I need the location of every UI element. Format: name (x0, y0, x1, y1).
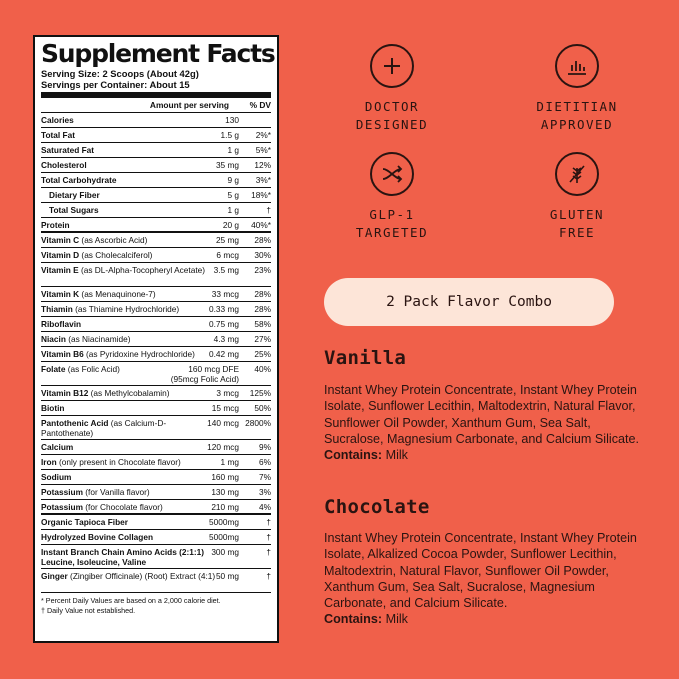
fact-dv: 58% (254, 319, 271, 329)
nutrient-source: (as Methylcobalamin) (88, 388, 170, 398)
fact-row (41, 485, 271, 500)
fact-dv: 28% (254, 235, 271, 245)
nutrient-source: (for Vanilla flavor) (82, 487, 150, 497)
footnote-dv: * Percent Daily Values are based on a 2,000 calorie diet. (41, 596, 221, 605)
fact-name (41, 517, 209, 527)
nutrient-name: Total Fat (41, 130, 75, 140)
nutrient-source: (for Chocolate flavor) (82, 502, 163, 512)
fact-dv: 5%* (255, 145, 271, 155)
fact-name (41, 289, 212, 299)
fact-name (41, 502, 211, 512)
fact-amount: 160 mg (211, 472, 239, 482)
fact-name (41, 364, 169, 374)
fact-amount: 50 mg (215, 571, 239, 581)
fact-row (41, 530, 271, 545)
vanilla-ingredients (324, 382, 646, 463)
fact-row (41, 317, 271, 332)
fact-name (41, 115, 225, 125)
dv-header: % DV (249, 100, 271, 110)
nutrient-name: Biotin (41, 403, 65, 413)
nutrient-name: Potassium (41, 502, 83, 512)
fact-name (41, 472, 211, 482)
nutrient-name: Pantothenic Acid (41, 418, 109, 428)
contains-label: Contains: (324, 448, 383, 463)
fact-row (41, 203, 271, 218)
badge-label-2: APPROVED (540, 117, 614, 132)
nutrient-name: Thiamin (41, 304, 73, 314)
nutrient-source: (as Folic Acid) (65, 364, 120, 374)
nutrient-name: Vitamin B6 (41, 349, 84, 359)
fact-amount: 6 mcg (216, 250, 239, 260)
fact-name (41, 190, 227, 200)
fact-amount: 130 mg (211, 487, 239, 497)
fact-name (41, 487, 211, 497)
fact-amount: 140 mcg (207, 418, 239, 428)
nutrient-name: Calories (41, 115, 74, 125)
fact-amount: 160 mcg DFE (95mcg Folic Acid) (170, 364, 239, 384)
supplement-facts-panel (33, 35, 279, 643)
fact-dv: 3%* (255, 175, 271, 185)
flavor-combo-pill: 2 Pack Flavor Combo (324, 278, 614, 326)
badge-label-2: DESIGNED (355, 117, 429, 132)
fact-amount: 1 g (227, 145, 239, 155)
bar-chart-icon (555, 44, 599, 88)
vanilla-title: Vanilla (324, 347, 407, 369)
badge-dietitian-approved (497, 44, 657, 134)
fact-row (41, 113, 271, 128)
vanilla-ingredient-list: Instant Whey Protein Concentrate, Instant Whey Protein Isolate, Sunflower Lecithin, Maltodextrin, Natural Flavor, Sunflower Oil Powder, Xanthum Gum, Sea Salt, Sucralose, Magnesium Carbonate, and Calcium Silicate. (324, 383, 639, 446)
fact-dv: 27% (254, 334, 271, 344)
chocolate-contains (324, 611, 646, 627)
fact-amount: 0.75 mg (209, 319, 239, 329)
fact-name (41, 235, 216, 245)
nutrient-name: Iron (41, 457, 57, 467)
badge-label-1: GLP-1 (369, 207, 415, 222)
chocolate-ingredient-list: Instant Whey Protein Concentrate, Instant Whey Protein Isolate, Alkalized Cocoa Powder, Sunflower Lecithin, Maltodextrin, Natural Flavor, Sunflower Oil Powder, Xanthum Gum, Sea Salt, Sucralose, Magnesium Carbonate, and Calcium Silicate. (324, 531, 637, 611)
nutrient-name: Potassium (41, 487, 83, 497)
fact-amount: 3.5 mg (213, 265, 239, 275)
fact-amount: 5000mg (209, 517, 239, 527)
badge-label-1: DOCTOR (364, 99, 420, 114)
no-wheat-icon (555, 152, 599, 196)
nutrient-name: Sodium (41, 472, 72, 482)
facts-title: Supplement Facts (41, 39, 275, 68)
fact-dv: 2800% (245, 418, 271, 428)
fact-amount: 0.42 mg (209, 349, 239, 359)
fact-amount: 0.33 mg (209, 304, 239, 314)
fact-name (41, 130, 221, 140)
fact-row (41, 500, 271, 515)
fact-row (41, 545, 271, 569)
fact-dv: † (266, 571, 271, 581)
nutrient-name: Ginger (41, 571, 68, 581)
amount-header: Amount per serving (149, 100, 229, 110)
fact-row (41, 416, 271, 440)
fact-row (41, 332, 271, 347)
fact-dv: 2%* (255, 130, 271, 140)
fact-amount: 1 g (227, 205, 239, 215)
nutrient-name: Organic Tapioca Fiber (41, 517, 128, 527)
badge-label-2: TARGETED (355, 225, 429, 240)
nutrient-name: Vitamin B12 (41, 388, 89, 398)
fact-row (41, 386, 271, 401)
fact-amount: 33 mcg (211, 289, 239, 299)
nutrient-name: Saturated Fat (41, 145, 95, 155)
fact-dv: 3% (259, 487, 271, 497)
fact-dv: † (266, 547, 271, 557)
nutrient-source: (as Niacinamide) (65, 334, 131, 344)
fact-amount: 300 mg (211, 547, 239, 557)
fact-name (41, 532, 209, 542)
nutrient-name: Niacin (41, 334, 66, 344)
fact-row (41, 263, 271, 287)
fact-row (41, 362, 271, 386)
fact-dv: 23% (254, 265, 271, 275)
fact-name (41, 319, 209, 329)
nutrient-source: (as Ascorbic Acid) (79, 235, 148, 245)
fact-row (41, 173, 271, 188)
nutrient-name: Calcium (41, 442, 74, 452)
fact-amount: 15 mcg (211, 403, 239, 413)
footnote-dagger: † Daily Value not established. (41, 605, 136, 615)
nutrient-source: (as Pyridoxine Hydrochloride) (83, 349, 195, 359)
fact-amount: 5000mg (209, 532, 239, 542)
nutrient-name: Protein (41, 220, 70, 230)
fact-amount: 210 mg (211, 502, 239, 512)
nutrient-name: Folate (41, 364, 66, 374)
fact-dv: 7% (259, 472, 271, 482)
fact-row (41, 470, 271, 485)
fact-amount: 9 g (227, 175, 239, 185)
fact-amount: 4.3 mg (213, 334, 239, 344)
fact-row (41, 128, 271, 143)
nutrient-name: Total Carbohydrate (41, 175, 117, 185)
servings-per-container: Servings per Container: About 15 (41, 79, 190, 90)
fact-name (41, 442, 207, 452)
fact-dv: 28% (254, 304, 271, 314)
facts-rows (41, 113, 271, 593)
nutrient-name: Dietary Fiber (49, 190, 100, 200)
fact-row (41, 188, 271, 203)
nutrient-name: Vitamin K (41, 289, 80, 299)
fact-name (41, 205, 227, 215)
nutrient-name: Vitamin D (41, 250, 80, 260)
contains-label: Contains: (324, 612, 383, 627)
fact-row (41, 347, 271, 362)
fact-dv: 50% (254, 403, 271, 413)
fact-name (41, 403, 212, 413)
fact-name (41, 334, 214, 344)
nutrient-name: Vitamin C (41, 235, 80, 245)
fact-dv: 12% (254, 160, 271, 170)
facts-header (41, 98, 271, 113)
fact-amount: 1 mg (220, 457, 239, 467)
chocolate-ingredients (324, 530, 646, 628)
fact-row (41, 143, 271, 158)
nutrient-name: Total Sugars (49, 205, 99, 215)
fact-name (41, 418, 207, 438)
fact-amount: 1.5 g (220, 130, 239, 140)
fact-dv: 40%* (251, 220, 271, 230)
fact-amount: 25 mg (215, 235, 239, 245)
nutrient-source: (as Menaquinone-7) (79, 289, 156, 299)
fact-row (41, 233, 271, 248)
nutrient-source: (only present in Chocolate flavor) (56, 457, 181, 467)
fact-name (41, 457, 221, 467)
fact-row (41, 401, 271, 416)
badge-gluten-free (497, 152, 657, 242)
fact-name (41, 160, 216, 170)
badge-label-2: FREE (558, 225, 596, 240)
fact-row (41, 515, 271, 530)
fact-dv: 18%* (251, 190, 271, 200)
nutrient-name: Hydrolyzed Bovine Collagen (41, 532, 154, 542)
fact-name (41, 265, 214, 275)
vanilla-contains (324, 447, 646, 463)
badge-label-1: GLUTEN (549, 207, 605, 222)
badge-label-1: DIETITIAN (536, 99, 618, 114)
fact-name (41, 145, 227, 155)
badge-glp1-targeted (312, 152, 472, 242)
fact-row (41, 440, 271, 455)
fact-row (41, 248, 271, 263)
fact-row (41, 158, 271, 173)
nutrient-name: Vitamin E (41, 265, 79, 275)
fact-row (41, 569, 271, 593)
chocolate-title: Chocolate (324, 496, 430, 518)
fact-amount: 5 g (227, 190, 239, 200)
fact-row (41, 287, 271, 302)
nutrient-source: (as Cholecalciferol) (79, 250, 153, 260)
fact-dv: 6% (259, 457, 271, 467)
fact-dv: † (266, 517, 271, 527)
fact-dv: 9% (259, 442, 271, 452)
fact-name (41, 220, 223, 230)
footnotes (41, 593, 271, 615)
fact-dv: 25% (254, 349, 271, 359)
crossed-arrows-icon (370, 152, 414, 196)
fact-name (41, 349, 209, 359)
nutrient-name: Riboflavin (41, 319, 82, 329)
fact-name (41, 547, 211, 567)
fact-row (41, 302, 271, 317)
nutrient-source: (as Thiamine Hydrochloride) (72, 304, 180, 314)
fact-name (41, 175, 227, 185)
nutrient-source: (as Calcium-D-Pantothenate) (41, 418, 167, 438)
serving-size: Serving Size: 2 Scoops (About 42g) (41, 68, 199, 79)
fact-amount: 120 mcg (207, 442, 239, 452)
fact-dv: 30% (254, 250, 271, 260)
fact-name (41, 571, 216, 581)
fact-name (41, 250, 216, 260)
fact-dv: 40% (254, 364, 271, 374)
fact-dv: 28% (254, 289, 271, 299)
nutrient-source: (as DL-Alpha-Tocopheryl Acetate) (78, 265, 206, 275)
fact-name (41, 388, 216, 398)
fact-name (41, 304, 209, 314)
fact-row (41, 218, 271, 233)
fact-dv: 125% (249, 388, 271, 398)
badge-doctor-designed (312, 44, 472, 134)
fact-amount: 3 mcg (216, 388, 239, 398)
contains-value: Milk (382, 448, 408, 463)
nutrient-source: (Zingiber Officinale) (Root) Extract (4:1) (67, 571, 216, 581)
plus-icon (370, 44, 414, 88)
fact-amount: 35 mg (215, 160, 239, 170)
fact-amount: 130 (225, 115, 239, 125)
fact-amount: 20 g (222, 220, 239, 230)
fact-dv: † (266, 205, 271, 215)
fact-dv: 4% (259, 502, 271, 512)
fact-row (41, 455, 271, 470)
nutrient-name: Instant Branch Chain Amino Acids (2:1:1) Leucine, Isoleucine, Valine (41, 547, 205, 567)
contains-value: Milk (382, 612, 408, 627)
nutrient-name: Cholesterol (41, 160, 87, 170)
fact-dv: † (266, 532, 271, 542)
